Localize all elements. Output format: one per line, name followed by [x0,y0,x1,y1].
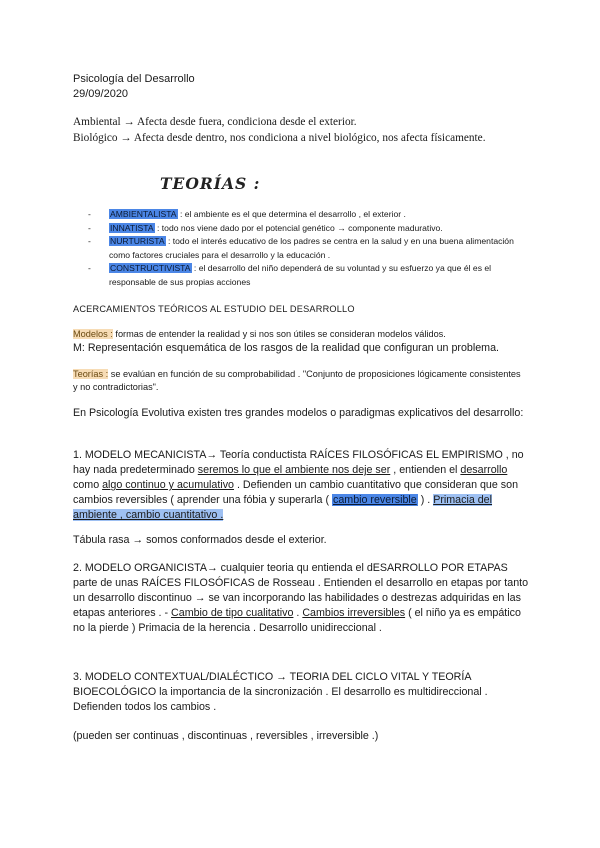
models-text: formas de entender la realidad y si nos son útiles se consideran modelos válidos. [112,329,446,339]
model2-underline: Cambio de tipo cualitativo [171,607,294,619]
subject-title: Psicología del Desarrollo [73,73,195,85]
theories-title: TEORÍAS : [160,174,261,193]
theory-item [88,235,528,262]
models-block [73,328,553,356]
model2-text: 2. MODELO ORGANICISTA→ cualquier teoria qu entienda el dESARROLLO POR ETAPAS parte de unas RAÍCES FILOSÓFICAS de Rosseau . Entienden el desarrollo en etapas por tanto un desarrollo discontinuo → se van incorporando las habilidades o destrezas adquiridas en las etapas anteriores . - [73,562,529,619]
model2-paragraph [73,561,535,636]
teorias-text: se evalúan en función de su comprobabilidad . "Conjunto de proposiciones lógicamente consistentes y no contradictorias". [73,369,521,392]
tabula-rasa-line: Tábula rasa → somos conformados desde el exterior. [73,534,327,546]
model1-underline: seremos lo que el ambiente nos deje ser [197,464,391,476]
theory-item [88,262,528,289]
model1-text: como [73,479,103,491]
intro-ambiental: Ambiental → Afecta desde fuera, condiciona desde el exterior. [73,116,357,128]
document-header [73,72,543,102]
theory-text: : el ambiente es el que determina el desarrollo , el exterior . [179,209,406,219]
model1-paragraph [73,448,533,523]
theories-list [88,208,528,289]
model3-paragraph: 3. MODELO CONTEXTUAL/DIALÉCTICO → TEORIA DEL CICLO VITAL Y TEORÍA BIOECOLÓGICO la importancia de la sincronización . El desarrollo es multidireccional . Defienden todos los cambios . [73,671,488,713]
document-date: 29/09/2020 [73,88,129,100]
model1-underline: desarrollo [460,464,508,476]
closing-note: (pueden ser continuas , discontinuas , reversibles , irreversible .) [73,730,379,742]
teorias-label: Teorías : [73,369,109,379]
theory-term: INNATISTA [110,222,154,233]
theory-item [88,222,528,236]
model1-underline: algo continuo y acumulativo [102,479,235,491]
model1-highlight: cambio reversible [333,494,417,506]
model1-highlight: Primacia del ambiente , cambio cuantitativo . [73,494,493,521]
theory-term: CONSTRUCTIVISTA [110,263,191,273]
intro-block [73,114,553,146]
list-dash: - [88,209,91,219]
list-dash: - [88,222,91,233]
teorias-definition [73,368,523,394]
model1-text: ) . [417,494,434,506]
model1-text: , entienden el [390,464,461,476]
intro-biologico: Biológico → Afecta desde dentro, nos condiciona a nivel biológico, nos afecta físicamente. [73,132,486,144]
models-m-line: M: Representación esquemática de los rasgos de la realidad que configuran un problema. [73,342,499,354]
model2-underline: Cambios irreversibles [302,607,406,619]
theory-term: AMBIENTALISTA [110,209,177,219]
theory-text: : todo nos viene dado por el potencial genético → componente madurativo. [157,222,443,233]
model2-text: ( el niño ya es empático no la pierde ) Primacia de la herencia . Desarrollo unidireccional . [73,607,521,634]
models-definition [73,328,553,341]
evolutiva-paragraph: En Psicología Evolutiva existen tres grandes modelos o paradigmas explicativos del desarrollo: [73,407,524,419]
approaches-heading: ACERCAMIENTOS TEÓRICOS AL ESTUDIO DEL DESARROLLO [73,304,355,314]
models-label: Modelos : [73,329,113,339]
model2-text: . [293,607,303,619]
model1-text: . Defienden un cambio cuantitativo que consideran que son cambios reversibles ( aprender una fóbia y superarla ( [73,479,519,506]
list-dash: - [88,236,91,246]
model1-text: 1. MODELO MECANICISTA→ Teoría conductista RAÍCES FILOSÓFICAS EL EMPIRISMO , no hay nada predeterminado [73,449,524,476]
list-dash: - [88,263,91,273]
theory-item [88,208,528,222]
theory-text: : todo el interés educativo de los padres se centra en la salud y en una buena alimentación como factores cruciales para el desarrollo y la educación . [109,236,514,260]
theory-text: : el desarrollo del niño dependerá de su voluntad y su esfuerzo ya que él es el responsable de sus propias acciones [109,263,492,287]
theory-term: NURTURISTA [110,236,165,246]
